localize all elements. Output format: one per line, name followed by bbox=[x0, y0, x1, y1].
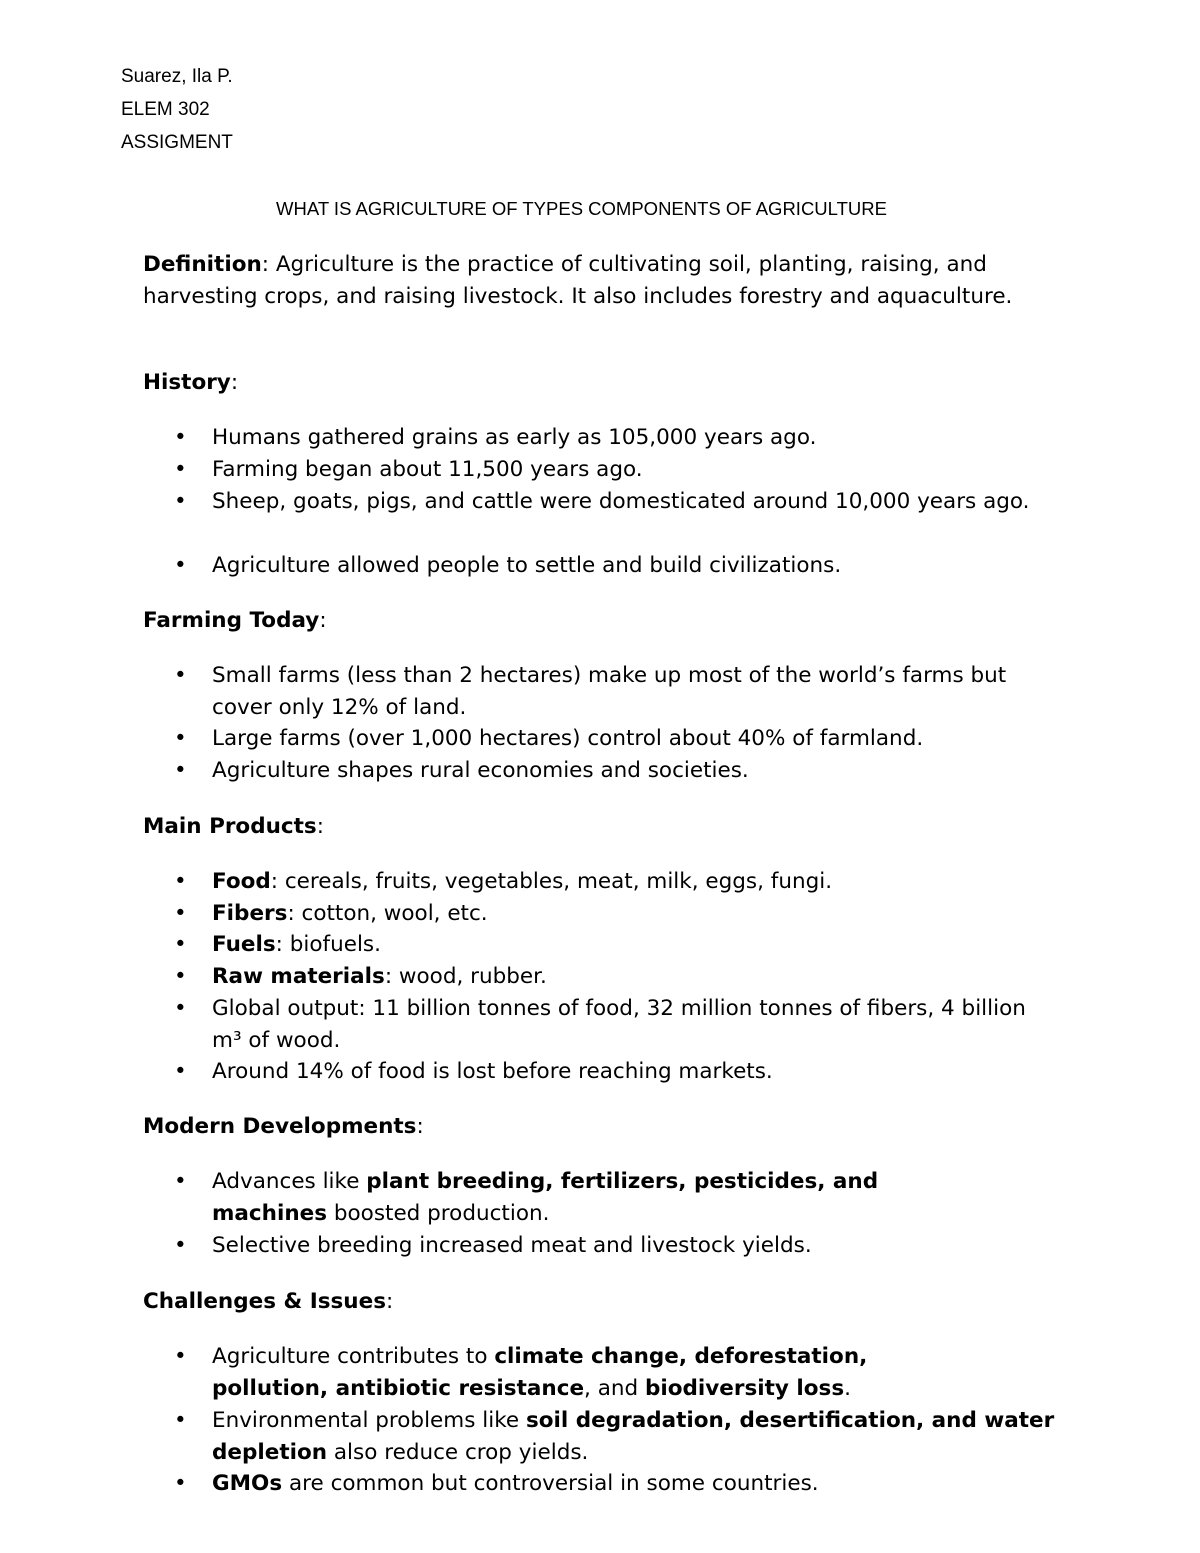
bold-run: soil degradation, desertification, and water depletion bbox=[212, 1408, 1055, 1465]
list-item bbox=[174, 1166, 1074, 1229]
product-term: Fuels bbox=[212, 932, 276, 957]
product-desc: : biofuels. bbox=[275, 932, 381, 957]
farming-today-colon: : bbox=[319, 608, 327, 633]
list-item-text: Humans gathered grains as early as 105,000 years ago. bbox=[212, 425, 817, 450]
bullet-icon: • bbox=[174, 1471, 187, 1496]
modern-label: Modern Developments bbox=[143, 1114, 417, 1139]
bullet-icon: • bbox=[174, 932, 187, 957]
list-item bbox=[174, 1468, 1074, 1500]
main-products-heading bbox=[143, 811, 324, 843]
list-item-text: Around 14% of food is lost before reaching markets. bbox=[212, 1059, 773, 1084]
document-title: WHAT IS AGRICULTURE OF TYPES COMPONENTS OF AGRICULTURE bbox=[276, 198, 887, 219]
challenges-label: Challenges & Issues bbox=[143, 1289, 386, 1314]
bullet-icon: • bbox=[174, 758, 187, 783]
list-item-text: Agriculture shapes rural economies and societies. bbox=[212, 758, 749, 783]
bullet-icon: • bbox=[174, 1059, 187, 1084]
challenges-heading bbox=[143, 1286, 393, 1318]
bullet-icon: • bbox=[174, 964, 187, 989]
definition-colon: : bbox=[261, 252, 270, 277]
history-colon: : bbox=[230, 370, 239, 395]
modern-developments-heading bbox=[143, 1111, 424, 1143]
list-item-text: Selective breeding increased meat and livestock yields. bbox=[212, 1233, 812, 1258]
list-item-text bbox=[212, 898, 1062, 930]
product-term: Fibers bbox=[212, 901, 288, 926]
author-name: Suarez, Ila P. bbox=[121, 66, 233, 87]
list-item-text bbox=[212, 961, 1062, 993]
text-run: Agriculture contributes to bbox=[212, 1344, 495, 1369]
farming-today-heading bbox=[143, 605, 327, 637]
list-item bbox=[174, 550, 1074, 582]
list-item bbox=[174, 898, 1074, 930]
bold-run: biodiversity loss bbox=[644, 1375, 845, 1401]
farming-today-label: Farming Today bbox=[143, 608, 320, 633]
bullet-icon: • bbox=[174, 553, 187, 578]
list-item bbox=[174, 1341, 1074, 1404]
list-item bbox=[174, 723, 1074, 755]
product-desc: : cotton, wool, etc. bbox=[287, 901, 488, 926]
definition-label: Definition bbox=[143, 252, 262, 277]
bullet-icon: • bbox=[174, 901, 187, 926]
list-item bbox=[174, 422, 1074, 454]
text-run: boosted production. bbox=[327, 1200, 550, 1226]
text-run: are common but controversial in some countries. bbox=[282, 1471, 819, 1496]
list-item bbox=[174, 866, 1074, 898]
list-item bbox=[174, 929, 1074, 961]
list-item-text: Small farms (less than 2 hectares) make up most of the world’s farms but cover only 12% of land. bbox=[212, 663, 1007, 720]
history-heading bbox=[143, 367, 238, 399]
list-item-text bbox=[212, 1468, 1062, 1500]
bullet-icon: • bbox=[174, 457, 187, 482]
list-item-text: Farming began about 11,500 years ago. bbox=[212, 457, 643, 482]
list-item bbox=[174, 1230, 1074, 1262]
list-item-text bbox=[212, 929, 1062, 961]
bullet-icon: • bbox=[174, 996, 187, 1021]
list-item bbox=[174, 1056, 1074, 1088]
bullet-icon: • bbox=[174, 1344, 187, 1369]
modern-colon: : bbox=[416, 1114, 424, 1139]
document-type: ASSIGMENT bbox=[121, 132, 233, 153]
list-item-text bbox=[212, 1166, 972, 1229]
list-item bbox=[174, 660, 1074, 723]
list-item bbox=[174, 1405, 1074, 1468]
main-products-label: Main Products bbox=[143, 814, 317, 839]
product-term: Raw materials bbox=[212, 964, 385, 989]
bullet-icon: • bbox=[174, 1169, 187, 1194]
list-item bbox=[174, 993, 1074, 1056]
list-item bbox=[174, 486, 1074, 518]
bullet-icon: • bbox=[174, 663, 187, 688]
product-desc: : wood, rubber. bbox=[384, 964, 547, 989]
bullet-icon: • bbox=[174, 726, 187, 751]
text-run: . bbox=[844, 1375, 851, 1401]
product-desc: : cereals, fruits, vegetables, meat, milk, eggs, fungi. bbox=[270, 869, 833, 894]
bullet-icon: • bbox=[174, 489, 187, 514]
text-run: , and bbox=[584, 1375, 645, 1401]
bullet-icon: • bbox=[174, 425, 187, 450]
bullet-icon: • bbox=[174, 1408, 187, 1433]
bold-run: plant breeding, fertilizers, pesticides, and machines bbox=[212, 1169, 879, 1226]
definition-paragraph bbox=[143, 249, 1043, 312]
definition-text: Agriculture is the practice of cultivating soil, planting, raising, and harvesting crops, and raising livestock. It also includes forestry and aquaculture. bbox=[143, 252, 1013, 309]
list-item-text bbox=[212, 1405, 1072, 1468]
list-item-text bbox=[212, 1341, 972, 1404]
list-item-text: Sheep, goats, pigs, and cattle were domesticated around 10,000 years ago. bbox=[212, 489, 1030, 514]
list-item bbox=[174, 755, 1074, 787]
list-item-text: Global output: 11 billion tonnes of food, 32 million tonnes of fibers, 4 billion m³ of wood. bbox=[212, 996, 1026, 1053]
list-item-text bbox=[212, 866, 1062, 898]
text-run: Advances like bbox=[212, 1169, 367, 1194]
main-products-colon: : bbox=[316, 814, 324, 839]
bold-run: GMOs bbox=[212, 1471, 283, 1496]
list-item-text: Agriculture allowed people to settle and build civilizations. bbox=[212, 553, 842, 578]
course-code: ELEM 302 bbox=[121, 99, 210, 120]
text-run: also reduce crop yields. bbox=[327, 1439, 589, 1465]
bullet-icon: • bbox=[174, 869, 187, 894]
list-item bbox=[174, 961, 1074, 993]
challenges-colon: : bbox=[386, 1289, 394, 1314]
product-term: Food bbox=[212, 869, 271, 894]
bold-run: climate change, deforestation, pollution, antibiotic resistance bbox=[212, 1344, 868, 1401]
history-label: History bbox=[143, 370, 231, 395]
bullet-icon: • bbox=[174, 1233, 187, 1258]
text-run: Environmental problems like bbox=[212, 1408, 526, 1433]
list-item bbox=[174, 454, 1074, 486]
list-item-text: Large farms (over 1,000 hectares) control about 40% of farmland. bbox=[212, 726, 924, 751]
